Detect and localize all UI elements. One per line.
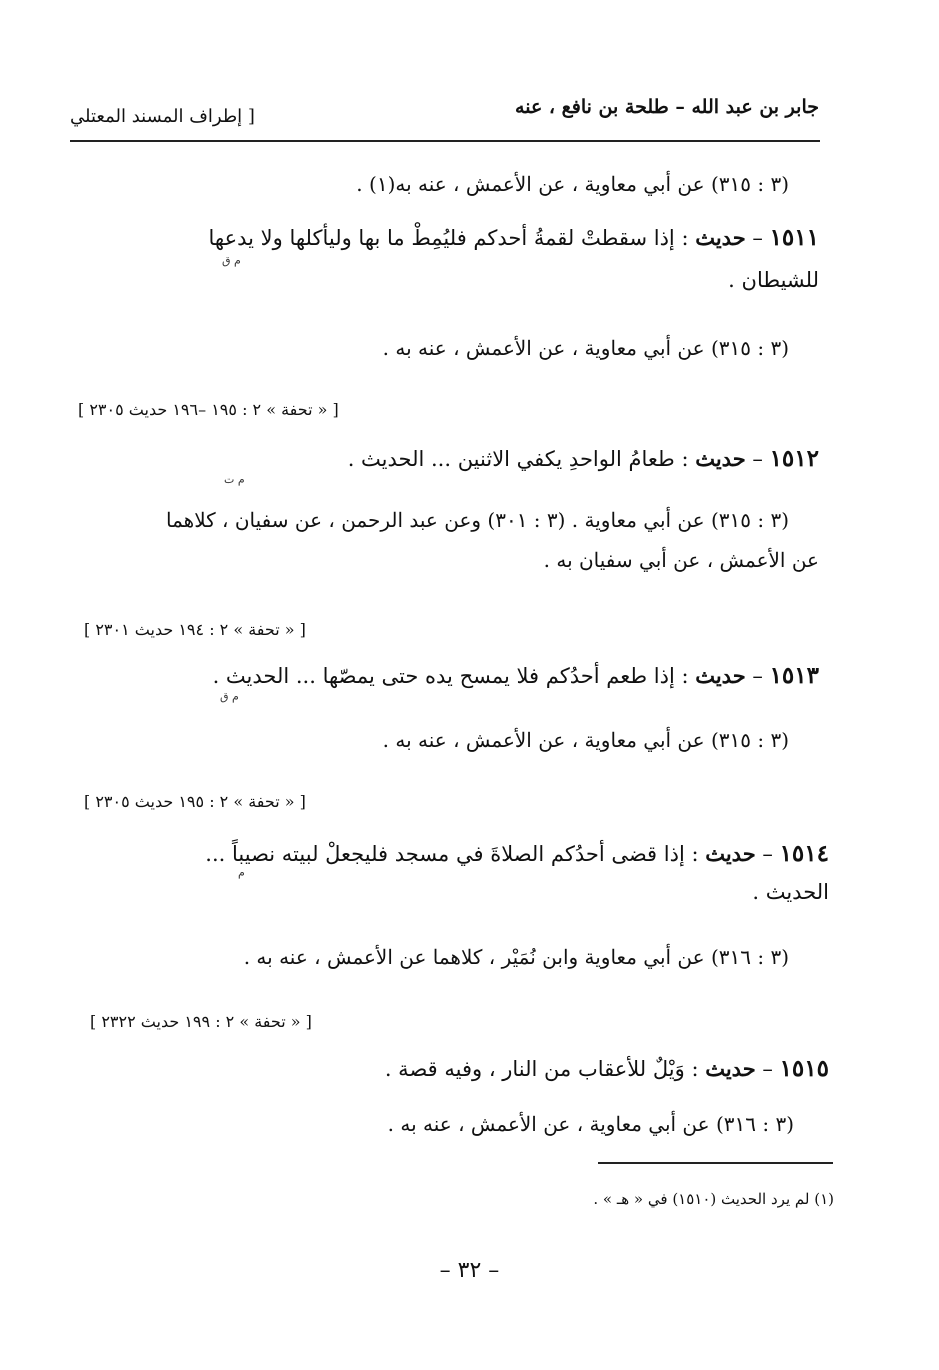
- source-line: (٣ : ٣١٦) عن أبي معاوية ، عن الأعمش ، عنه به .: [387, 1112, 794, 1136]
- hadith-1513: [213, 662, 819, 689]
- page-number: – ٣٢ –: [439, 1258, 500, 1283]
- hadith-number: ١٥١١: [769, 224, 819, 251]
- running-head-chapter: جابر بن عبد الله – طلحة بن نافع ، عنه: [515, 96, 819, 118]
- source-line-continued: عن الأعمش ، عن أبي سفيان به .: [543, 548, 819, 572]
- hadith-text: : إذا طعم أحدُكم فلا يمسح يده حتى يمصّها ... الحديث .: [212, 664, 689, 688]
- tuhfa-reference: [ « تحفة » ٢ : ١٩٥ –١٩٦ حديث ٢٣٠٥ ]: [78, 400, 339, 419]
- hadith-text: : طعامُ الواحدِ يكفي الاثنين ... الحديث .: [347, 447, 689, 471]
- hadith-dash: –: [752, 664, 763, 688]
- source-line: (٣ : ٣١٥) عن أبي معاوية ، عن الأعمش ، عنه به .: [382, 728, 789, 752]
- hadith-text-continued: للشيطان .: [728, 268, 819, 292]
- hadith-dash: –: [762, 842, 773, 866]
- hadith-number: ١٥١٢: [769, 445, 819, 472]
- hadith-number: ١٥١٥: [779, 1055, 829, 1082]
- source-line: (٣ : ٣١٥) عن أبي معاوية . (٣ : ٣٠١) وعن عبد الرحمن ، عن سفيان ، كلاهما: [166, 508, 789, 532]
- footnote: (١) لم يرد الحديث (١٥١٠) في « هـ » .: [593, 1190, 834, 1208]
- hadith-keyword: حديث: [705, 841, 756, 866]
- running-head-book: [ إطراف المسند المعتلي: [70, 106, 255, 127]
- hadith-1514: [205, 840, 829, 867]
- hadith-sigla: م ق: [220, 690, 239, 703]
- hadith-text-continued: الحديث .: [752, 880, 829, 904]
- hadith-1511: [209, 224, 820, 251]
- tuhfa-reference: [ « تحفة » ٢ : ١٩٥ حديث ٢٣٠٥ ]: [84, 792, 306, 811]
- hadith-keyword: حديث: [695, 663, 746, 688]
- tuhfa-reference: [ « تحفة » ٢ : ١٩٩ حديث ٢٣٢٢ ]: [90, 1012, 312, 1031]
- hadith-sigla: م ق: [222, 254, 241, 267]
- source-line: (٣ : ٣١٦) عن أبي معاوية وابن نُمَيْر ، كلاهما عن الأعمش ، عنه به .: [243, 945, 789, 969]
- source-line: (٣ : ٣١٥) عن أبي معاوية ، عن الأعمش ، عنه به .: [382, 336, 789, 360]
- tuhfa-reference: [ « تحفة » ٢ : ١٩٤ حديث ٢٣٠١ ]: [84, 620, 306, 639]
- hadith-number: ١٥١٣: [769, 662, 819, 689]
- hadith-1515: [385, 1055, 829, 1082]
- hadith-sigla: م ت: [224, 473, 245, 486]
- hadith-1512: [348, 445, 819, 472]
- hadith-text: : وَيْلٌ للأعقاب من النار ، وفيه قصة .: [384, 1057, 699, 1081]
- hadith-keyword: حديث: [695, 225, 746, 250]
- hadith-sigla: م: [238, 866, 245, 879]
- hadith-dash: –: [762, 1057, 773, 1081]
- source-line: (٣ : ٣١٥) عن أبي معاوية ، عن الأعمش ، عنه به(١) .: [356, 172, 789, 196]
- header-rule: [70, 140, 820, 142]
- footnote-rule: [598, 1162, 833, 1164]
- hadith-keyword: حديث: [705, 1056, 756, 1081]
- hadith-number: ١٥١٤: [779, 840, 829, 867]
- hadith-text: : إذا قضى أحدُكم الصلاةَ في مسجد فليجعلْ لبيته نصيباً ...: [205, 842, 699, 866]
- hadith-dash: –: [752, 226, 763, 250]
- hadith-dash: –: [752, 447, 763, 471]
- hadith-keyword: حديث: [695, 446, 746, 471]
- hadith-text: : إذا سقطتْ لقمةُ أحدكم فليُمِطْ ما بها وليأكلها ولا يدعها: [208, 226, 689, 250]
